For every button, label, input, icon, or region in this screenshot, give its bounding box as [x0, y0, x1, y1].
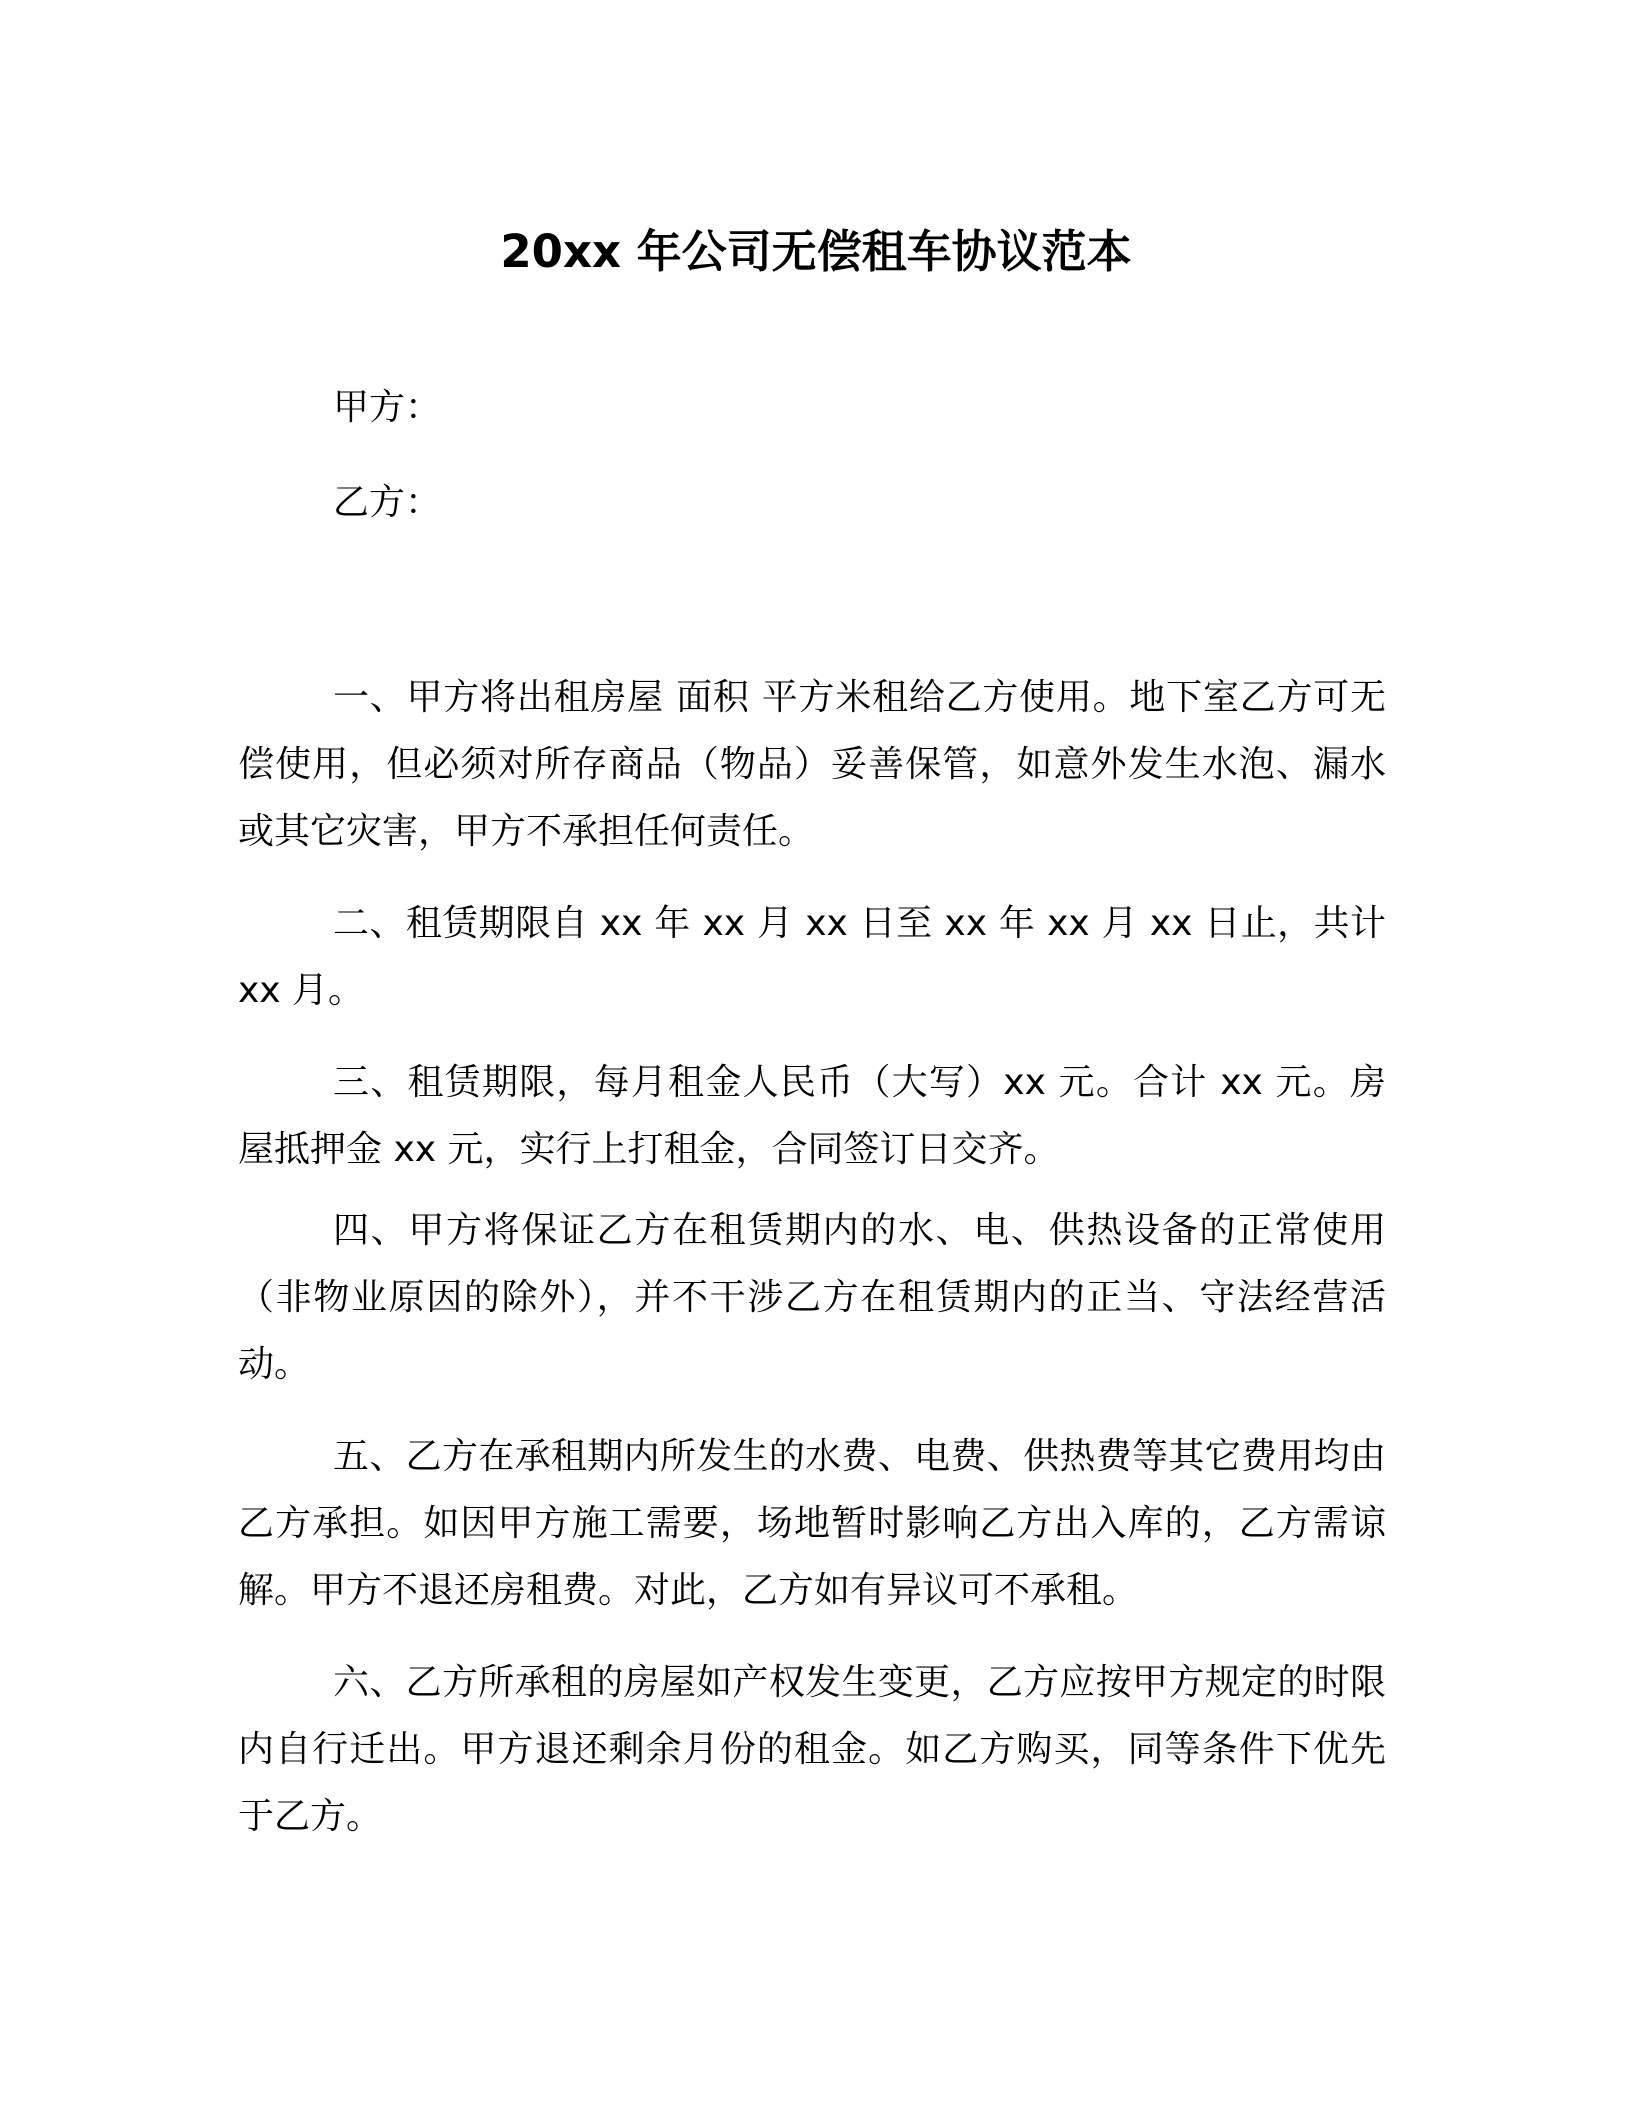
document-title: 20xx 年公司无偿租车协议范本	[500, 225, 1132, 278]
clause-1: 一、甲方将出租房屋 面积 平方米租给乙方使用。地下室乙方可无偿使用，但必须对所存商品（物品）妥善保管，如意外发生水泡、漏水或其它灾害，甲方不承担任何责任。	[238, 677, 1386, 852]
clause-5: 五、乙方在承租期内所发生的水费、电费、供热费等其它费用均由乙方承担。如因甲方施工需要，场地暂时影响乙方出入库的，乙方需谅解。甲方不退还房租费。对此，乙方如有异议可不承租。	[238, 1436, 1386, 1611]
clause-4: 四、甲方将保证乙方在租赁期内的水、电、供热设备的正常使用（非物业原因的除外），并不干涉乙方在租赁期内的正当、守法经营活动。	[238, 1210, 1386, 1385]
clause-2: 二、租赁期限自 xx 年 xx 月 xx 日至 xx 年 xx 月 xx 日止，共计 xx 月。	[238, 903, 1386, 1011]
clause-6: 六、乙方所承租的房屋如产权发生变更，乙方应按甲方规定的时限内自行迁出。甲方退还剩余月份的租金。如乙方购买，同等条件下优先于乙方。	[238, 1662, 1386, 1837]
document-body	[238, 664, 1386, 1875]
party-a-label: 甲方：	[333, 387, 442, 428]
party-b-label: 乙方：	[333, 482, 442, 523]
clause-3: 三、租赁期限，每月租金人民币（大写）xx 元。合计 xx 元。房屋抵押金 xx 元，实行上打租金，合同签订日交齐。	[238, 1062, 1386, 1170]
